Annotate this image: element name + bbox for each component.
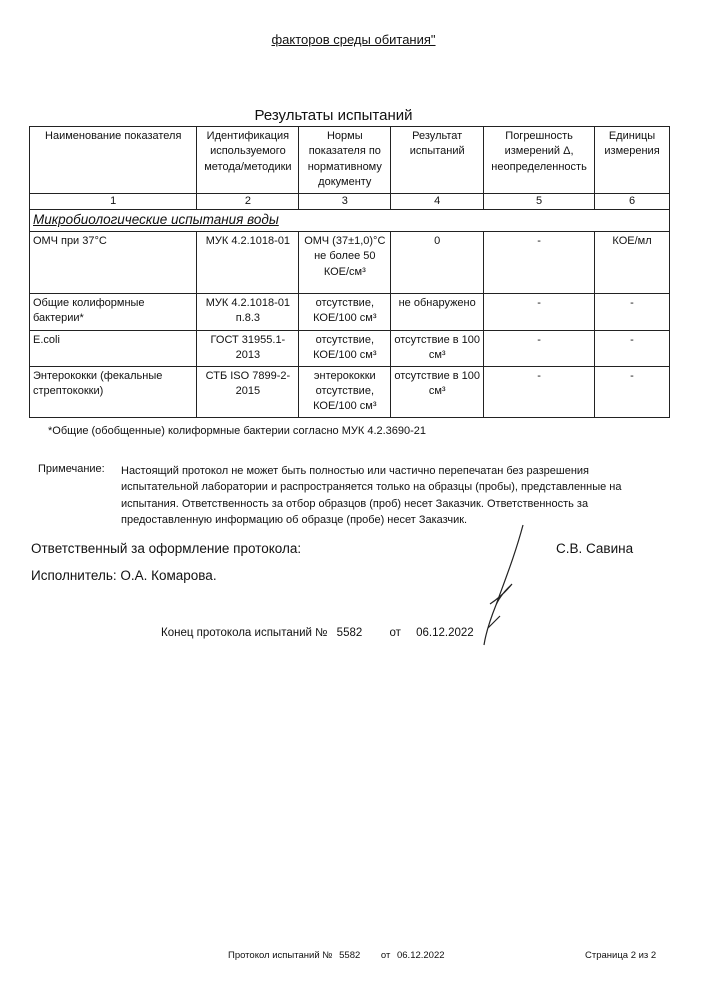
cell-norm: отсутствие, КОЕ/100 см³ xyxy=(299,293,391,330)
table-row xyxy=(30,330,670,366)
results-title: Результаты испытаний xyxy=(254,107,413,124)
end-label: Конец протокола испытаний № xyxy=(161,627,328,639)
cell-name: Энтерококки (фекальные стрептококки) xyxy=(30,366,197,417)
cell-result: 0 xyxy=(391,231,484,293)
header-indicator-name: Наименование показателя xyxy=(30,127,197,194)
cell-norm: ОМЧ (37±1,0)°С не более 50 КОЕ/см³ xyxy=(299,231,391,293)
footnote: *Общие (обобщенные) колиформные бактерии согласно МУК 4.2.3690-21 xyxy=(48,425,427,437)
cell-uncertainty: - xyxy=(484,293,595,330)
cell-unit: КОЕ/мл xyxy=(595,231,670,293)
end-date: 06.12.2022 xyxy=(416,627,474,639)
note-text: Настоящий протокол не может быть полностью или частично перепечатан без разрешения испытательной лаборатории и распространяется только на образцы (пробы), представленные на испытания. Ответственность за отбор образцов (проб) несет Заказчик. Ответственность за предоставленную информацию об образце (пробе) несет Заказчик. xyxy=(121,465,622,526)
end-from: от xyxy=(389,627,401,639)
responsible-name: С.В. Савина xyxy=(556,541,634,556)
section-row xyxy=(30,209,670,231)
note-label: Примечание: xyxy=(38,463,105,475)
footer-date: 06.12.2022 xyxy=(396,950,445,961)
header-unit: Единицы измерения xyxy=(595,127,670,194)
header-norm: Нормы показателя по нормативному документу xyxy=(299,127,391,194)
section-title: Микробиологические испытания воды xyxy=(30,209,670,231)
cell-uncertainty: - xyxy=(484,366,595,417)
column-number: 6 xyxy=(595,193,670,209)
header-uncertainty: Погрешность измерений Δ, неопределенность xyxy=(484,127,595,194)
table-row xyxy=(30,231,670,293)
signature xyxy=(470,520,540,655)
column-number: 5 xyxy=(484,193,595,209)
cell-unit: - xyxy=(595,366,670,417)
column-number: 2 xyxy=(197,193,299,209)
cell-uncertainty: - xyxy=(484,330,595,366)
cell-result: не обнаружено xyxy=(391,293,484,330)
footer-page: Страница 2 из 2 xyxy=(585,950,657,961)
column-number: 3 xyxy=(299,193,391,209)
cell-method: СТБ ISO 7899-2-2015 xyxy=(197,366,299,417)
cell-method: ГОСТ 31955.1-2013 xyxy=(197,330,299,366)
cell-unit: - xyxy=(595,330,670,366)
cell-method: МУК 4.2.1018-01 п.8.3 xyxy=(197,293,299,330)
executor: Исполнитель: О.А. Комарова. xyxy=(31,568,217,583)
table-row xyxy=(30,293,670,330)
cell-uncertainty: - xyxy=(484,231,595,293)
column-number: 4 xyxy=(391,193,484,209)
footer-number: 5582 xyxy=(339,950,361,961)
cell-norm: отсутствие, КОЕ/100 см³ xyxy=(299,330,391,366)
footer-from: от xyxy=(380,950,391,961)
table-header-row xyxy=(30,127,670,194)
header-method: Идентификация используемого метода/методики xyxy=(197,127,299,194)
cell-result: отсутствие в 100 см³ xyxy=(391,330,484,366)
cell-name: Общие колиформные бактерии* xyxy=(30,293,197,330)
cell-method: МУК 4.2.1018-01 xyxy=(197,231,299,293)
results-table xyxy=(29,126,670,418)
end-number: 5582 xyxy=(336,627,363,639)
cell-result: отсутствие в 100 см³ xyxy=(391,366,484,417)
column-number-row xyxy=(30,193,670,209)
protocol-end-line xyxy=(161,627,480,639)
responsible-label: Ответственный за оформление протокола: xyxy=(31,541,302,556)
table-row xyxy=(30,366,670,417)
cell-unit: - xyxy=(595,293,670,330)
cell-name: E.coli xyxy=(30,330,197,366)
cell-norm: энтерококки отсутствие, КОЕ/100 см³ xyxy=(299,366,391,417)
header-result: Результат испытаний xyxy=(391,127,484,194)
footer-label: Протокол испытаний № xyxy=(228,950,333,961)
column-number: 1 xyxy=(30,193,197,209)
footer-protocol xyxy=(228,950,449,961)
cell-name: ОМЧ при 37°С xyxy=(30,231,197,293)
title-continuation: факторов среды обитания" xyxy=(271,32,436,47)
